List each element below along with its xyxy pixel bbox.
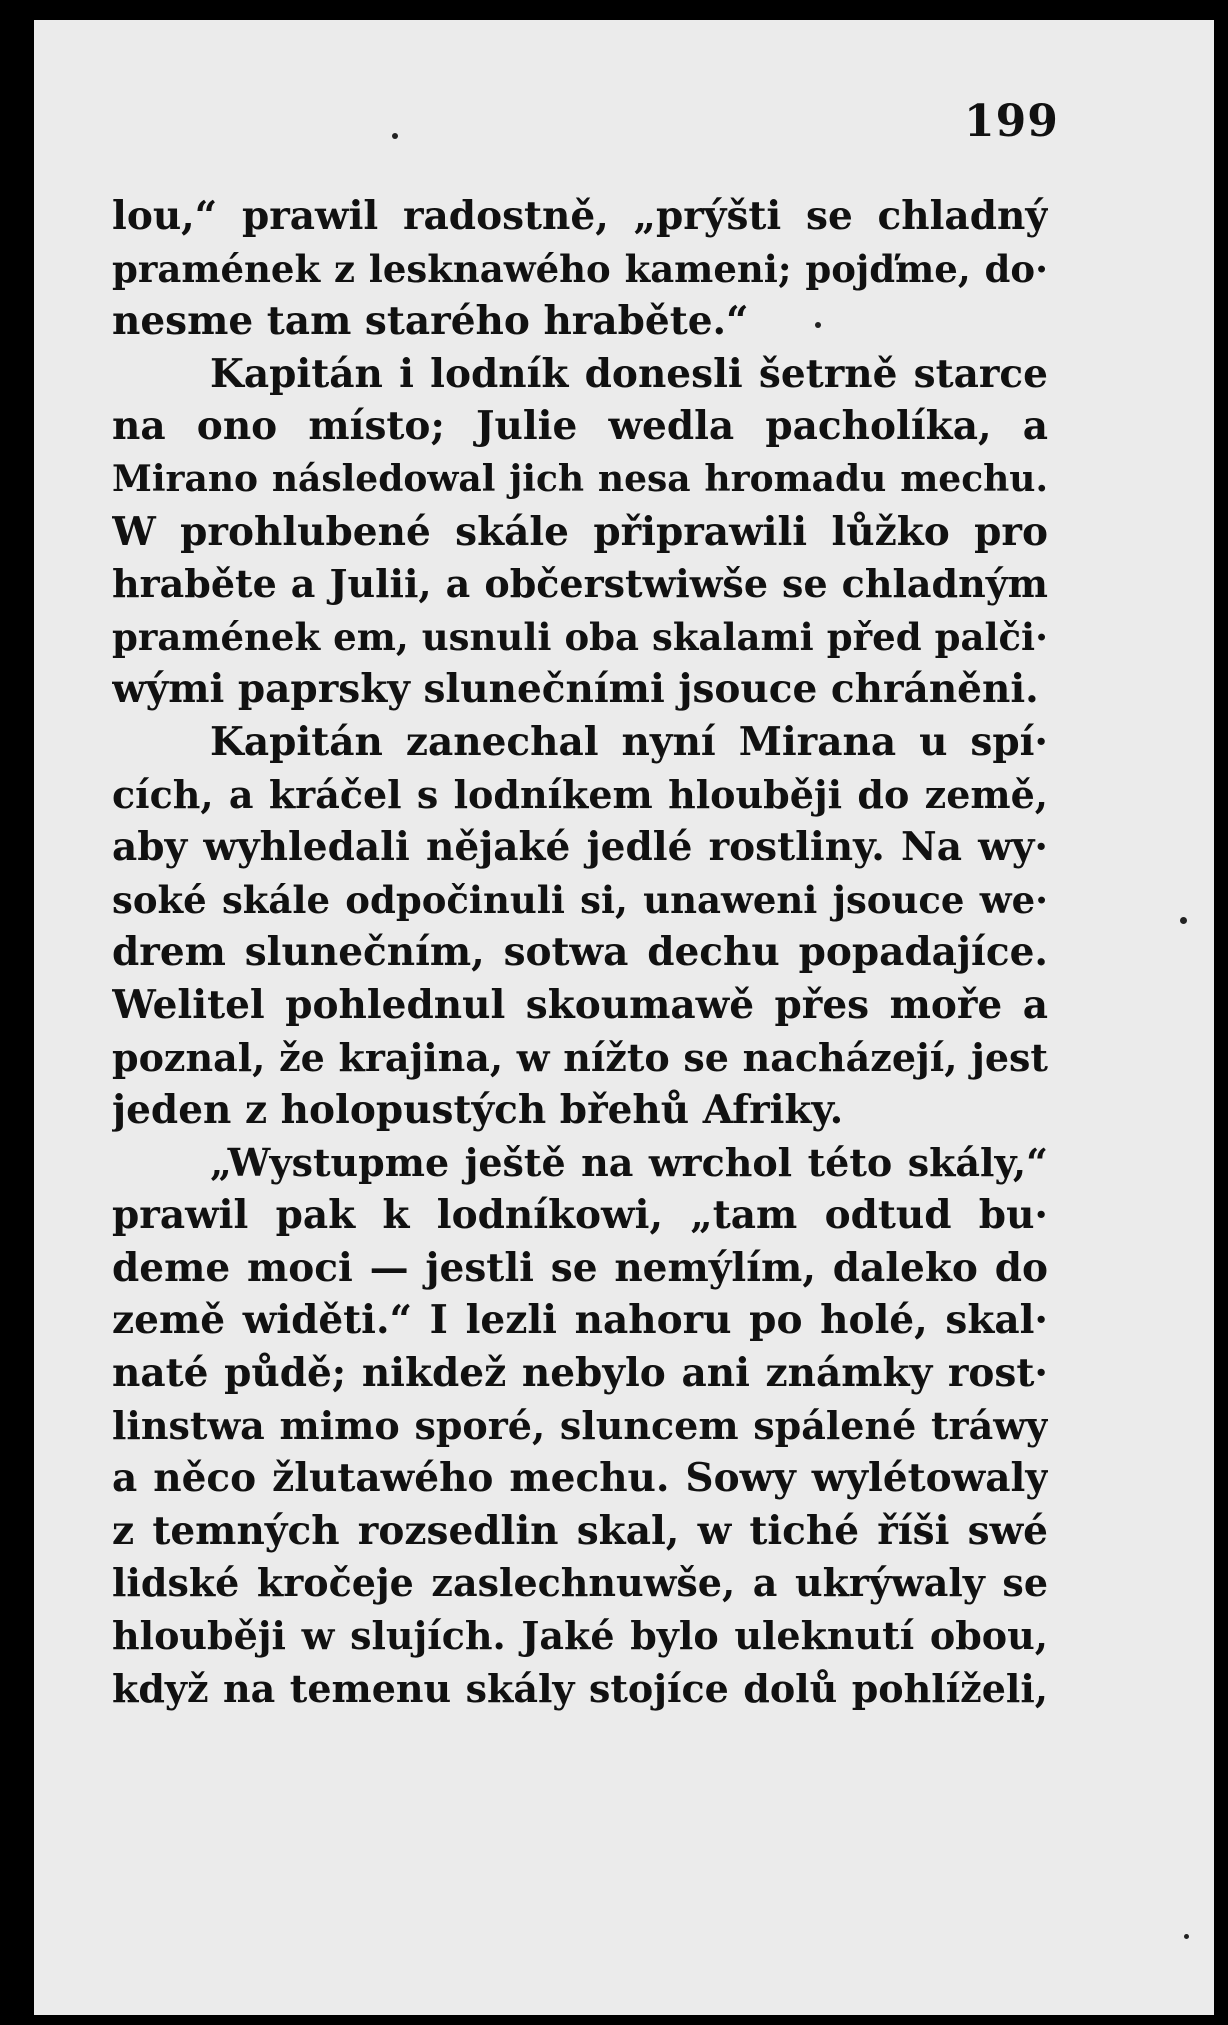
text-line: drem slunečním, sotwa dechu popadajíce. <box>112 929 1048 976</box>
text-line: wými paprsky slunečními jsouce chráněni. <box>112 666 1039 713</box>
text-line: deme moci — jestli se nemýlím, daleko do <box>112 1244 1048 1291</box>
print-speck <box>392 133 398 139</box>
text-line: Mirano následowal jich nesa hromadu mechu. <box>112 457 1048 500</box>
page-number: 199 <box>964 96 1059 147</box>
text-line: země widěti.“ I lezli nahoru po holé, skal· <box>112 1297 1048 1344</box>
text-line: cích, a kráčel s lodníkem hlouběji do země, <box>112 771 1048 817</box>
page-text <box>112 190 1048 1715</box>
text-line: hlouběji w slujích. Jaké bylo uleknutí obou, <box>112 1613 1048 1659</box>
text-line: hraběte a Julii, a občerstwiwše se chladným <box>112 561 1048 607</box>
text-line: lidské kročeje zaslechnuwše, a ukrýwaly se <box>112 1560 1048 1606</box>
text-line: aby wyhledali nějaké jedlé rostliny. Na wy· <box>112 824 1048 871</box>
text-line: Kapitán i lodník donesli šetrně starce <box>210 350 1048 397</box>
text-line: poznal, že krajina, w nížto se nacházejí, jest <box>112 1034 1048 1080</box>
print-speck <box>815 322 821 328</box>
text-line: soké skále odpočinuli si, unaweni jsouce we· <box>112 877 1048 922</box>
text-line: W prohlubené skále připrawili lůžko pro <box>112 508 1048 555</box>
text-line: na ono místo; Julie wedla pacholíka, a <box>112 403 1048 450</box>
text-line: z temných rozsedlin skal, w tiché říši swé <box>112 1507 1048 1554</box>
text-line: Welitel pohlednul skoumawě přes moře a <box>112 981 1048 1028</box>
text-line: naté půdě; nikdež nebylo ani známky rost· <box>112 1350 1048 1397</box>
text-line: linstwa mimo sporé, sluncem spálené tráwy <box>112 1402 1048 1448</box>
text-line: „Wystupme ještě na wrchol této skály,“ <box>210 1139 1048 1185</box>
text-line: a něco žlutawého mechu. Sowy wylétowaly <box>112 1455 1048 1502</box>
print-speck <box>1180 917 1187 924</box>
text-line: lou,“ prawil radostně, „prýšti se chladný <box>112 193 1048 239</box>
text-line: jeden z holopustých břehů Afriky. <box>112 1087 844 1134</box>
text-line: nesme tam starého hraběte.“ <box>112 298 749 345</box>
text-line: prawil pak k lodníkowi, „tam odtud bu· <box>112 1192 1048 1239</box>
text-line: Kapitán zanechal nyní Mirana u spí· <box>210 718 1048 765</box>
text-line: když na temenu skály stojíce dolů pohlíželi, <box>112 1665 1048 1711</box>
book-page <box>34 20 1214 2015</box>
text-line: pramének em, usnuli oba skalami před palči· <box>112 614 1048 659</box>
print-speck <box>1184 1934 1189 1939</box>
text-line: pramének z lesknawého kameni; pojďme, do· <box>112 246 1048 291</box>
